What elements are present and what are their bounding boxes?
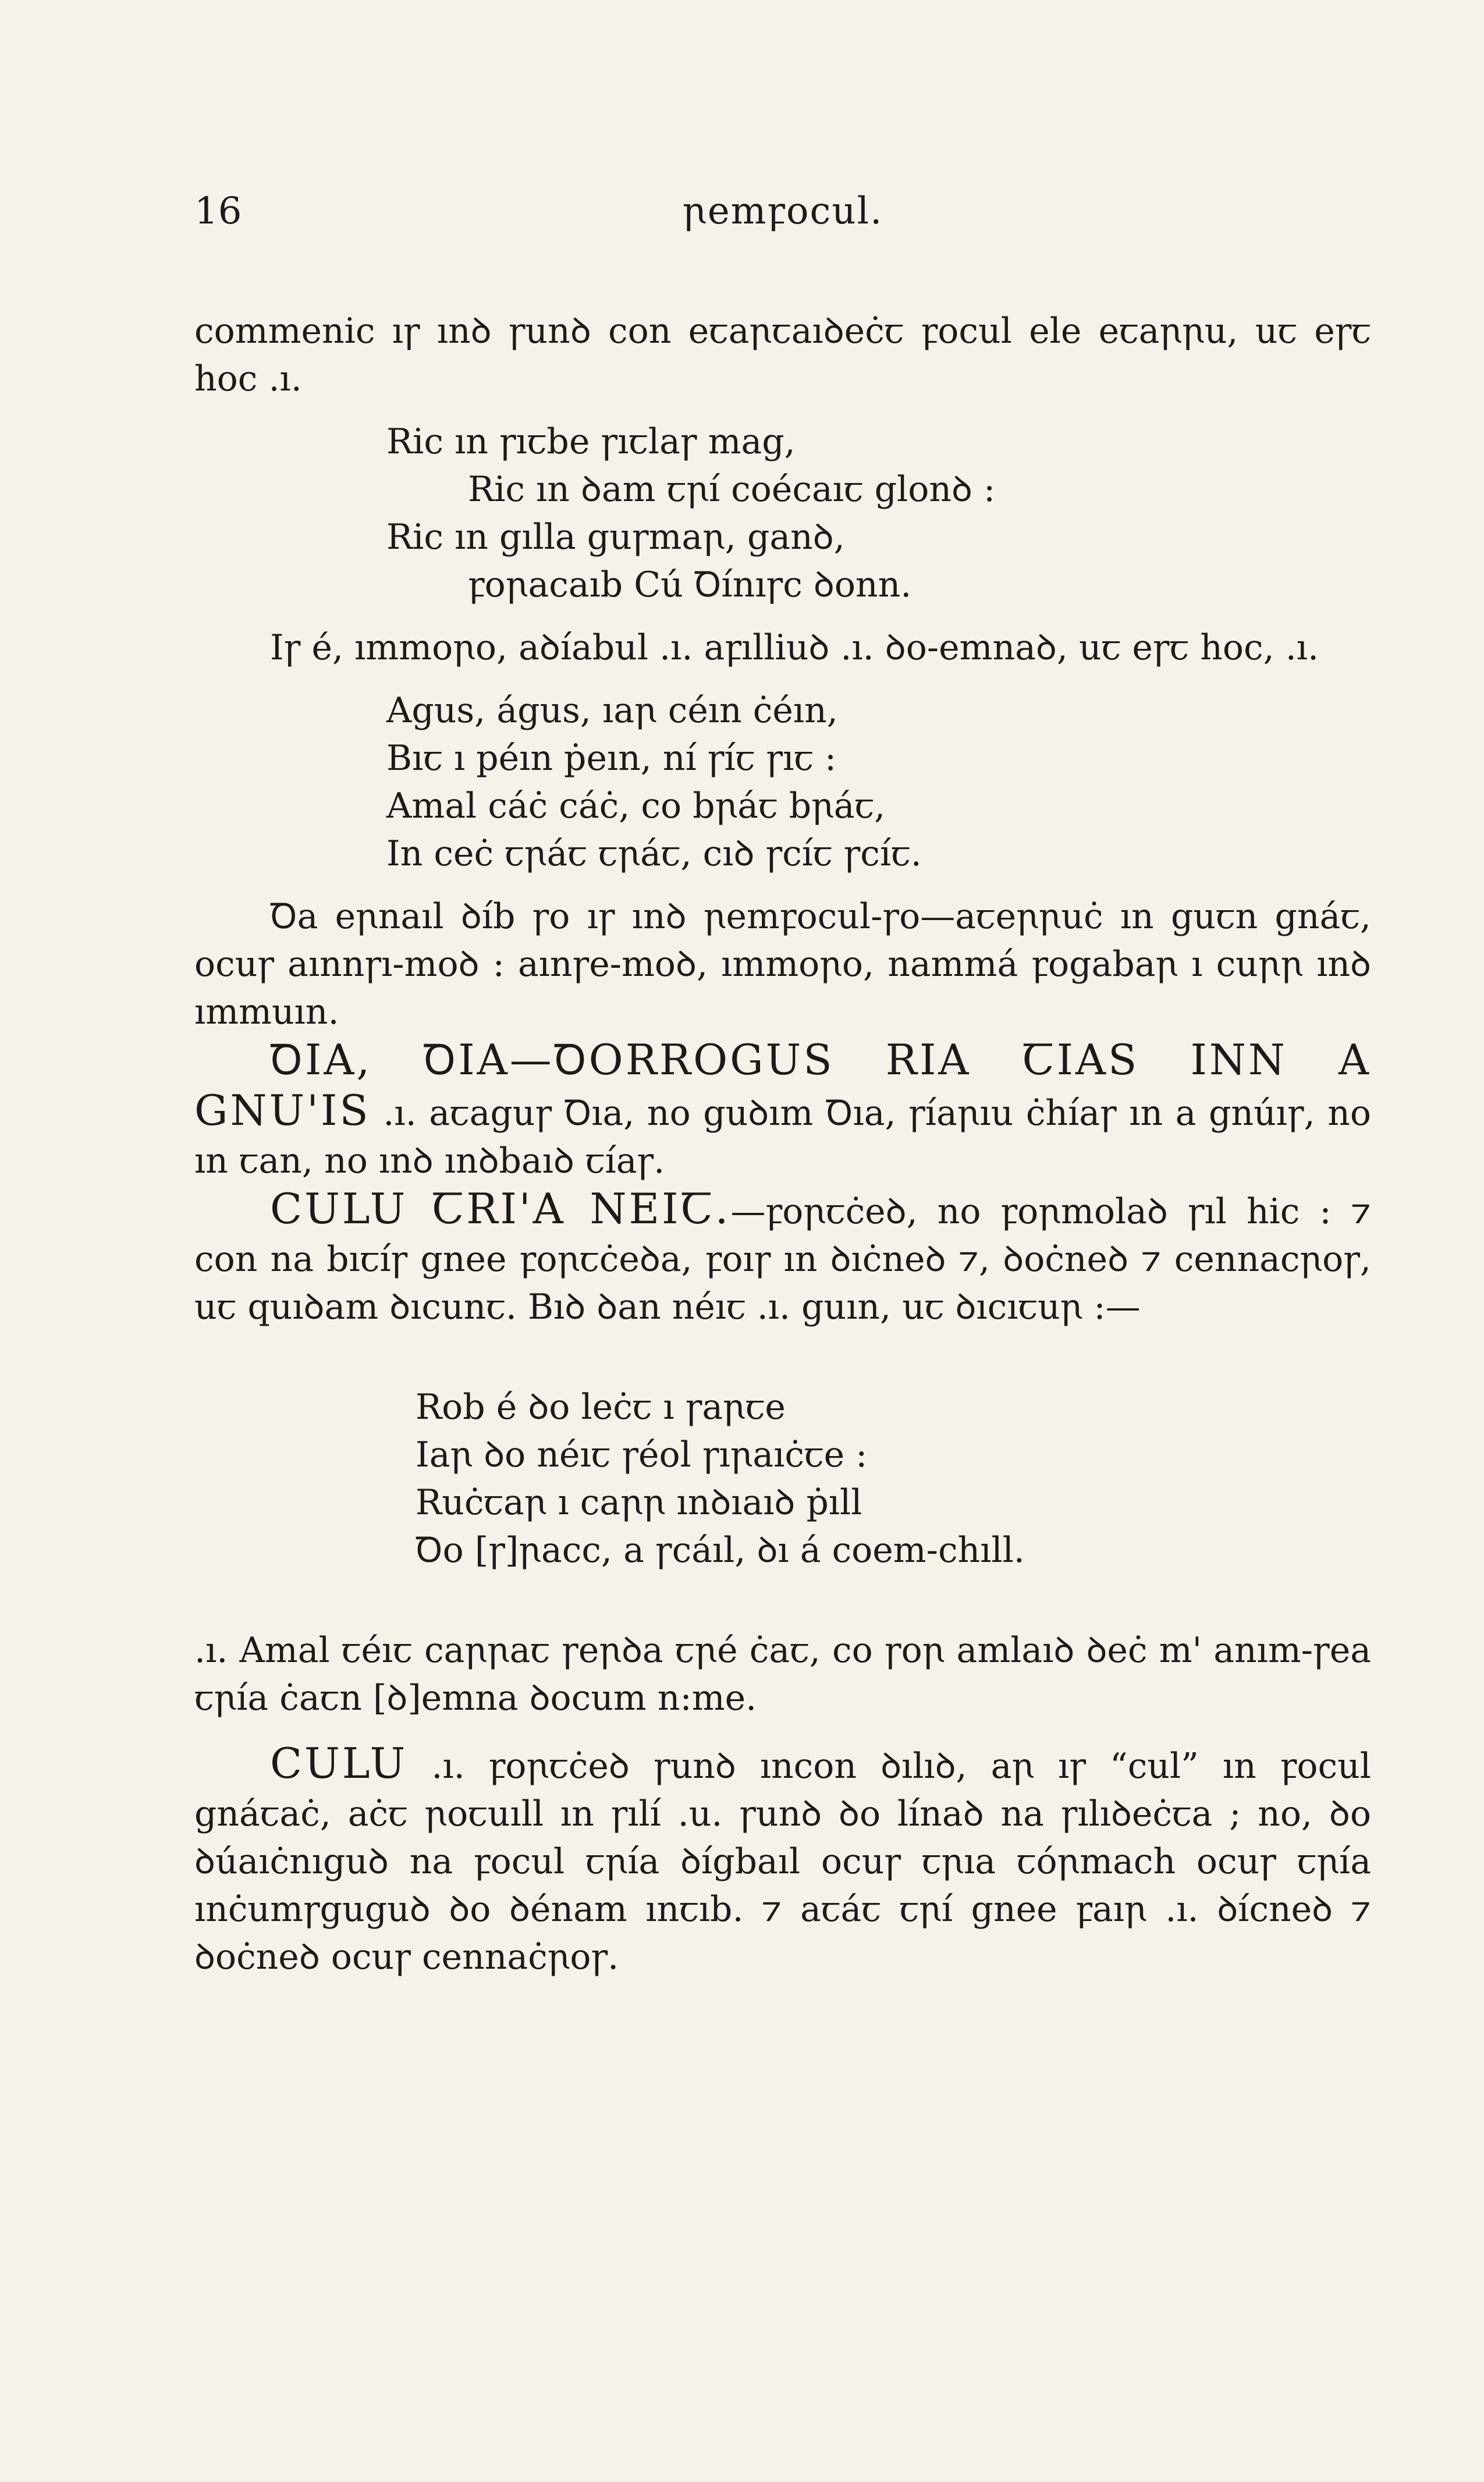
paragraph-3: Ꝺa eꞃnaıl ꝺíb ꞅo ıꞅ ınꝺ ꞃemꝼocul-ꞅo—aꞇeꞃꞃuċ ın guꞇn gnáꞇ, ocuꞅ aınnꞅı-moꝺ : aınꞅe-moꝺ, ımmoꞃo, nammá ꝼogabaꞃ ı cuꞃꞃ ınꝺ ımmuın. (194, 896, 1371, 1032)
verse-2 (386, 687, 1371, 878)
lemma-dia: ꝹIA, ꝹIA—ꝹORROGUS RIA ꞆIAS INN A GNU'IS (194, 1035, 1371, 1135)
gloss-text: .ı. aꞇaguꞅ Ꝺıa, no guꝺım Ꝺıa, ꞅíaꞃıu ċhíaꞅ ın a gnúıꞅ, no ın ꞇan, no ınꝺ ınꝺbaıꝺ ꞇíaꞅ. (194, 1093, 1371, 1181)
page (194, 185, 1371, 1981)
paragraph-6: .ı. Amal ꞇéıꞇ caꞃꞃaꞇ ꞅeꞃꝺa ꞇꞃé ċaꞇ, co ꞅoꞃ amlaıꝺ ꝺeċ m' anım-ꞅea ꞇꞃía ċaꞇn [ꝺ]emna ꝺocum n:me. (194, 1630, 1371, 1718)
paragraph-4 (194, 1036, 1371, 1185)
verse-line: Ric ın ꝺam ꞇꞃí coécaıꞇ glonꝺ : (468, 469, 996, 510)
verse-line: Ꝺo [ꞅ]ꞃacc, a ꞅcáıl, ꝺı á coem-chıll. (416, 1530, 1025, 1571)
gloss-text: .ı. ꝼoꞃꞇċeꝺ ꞅunꝺ ıncon ꝺılıꝺ, aꞃ ıꞅ “cul” ın ꝼocul gnáꞇaċ, aċꞇ ꞃoꞇuıll ın ꞅılí .u. ꞅunꝺ ꝺo línaꝺ na ꞅılıꝺeċꞇa ; no, ꝺo ꝺúaıċnıguꝺ na ꝼocul ꞇꞃía ꝺígbaıl ocuꞅ ꞇꞃıa ꞇóꞃmach ocuꞅ ꞇꞃía ınċumꞅguguꝺ ꝺo ꝺénam ınꞇıb. ⁊ aꞇáꞇ ꞇꞃí gnee ꝼaıꞃ .ı. ꝺícneꝺ ⁊ ꝺoċneꝺ ocuꞅ cennaċꞃoꞅ. (194, 1746, 1371, 1977)
verse-line: Ric ın ꞅıꞇbe ꞅıꞇlaꞅ mag, (386, 421, 796, 462)
verse-line: Ric ın gılla guꞅmaꞃ, ganꝺ, (386, 517, 845, 558)
paragraph-2: Iꞅ é, ımmoꞃo, aꝺíabul .ı. aꝼılliuꝺ .ı. ꝺo-emnaꝺ, uꞇ eꞅꞇ hoc, .ı. (270, 627, 1319, 668)
running-title: ꞃemꝼocul. (682, 190, 883, 233)
verse-line: Rob é ꝺo leċꞇ ı ꞅaꞃꞇe (416, 1387, 786, 1428)
verse-line: In ceċ ꞇꞃáꞇ ꞇꞃáꞇ, cıꝺ ꞅcíꞇ ꞅcíꞇ. (386, 833, 922, 874)
paragraph-1: commenic ıꞅ ınꝺ ꞅunꝺ con eꞇaꞃꞇaıꝺeċꞇ ꝼocul ele eꞇaꞃꞃu, uꞇ eꞅꞇ hoc .ı. (194, 311, 1371, 399)
gloss-text: —ꝼoꞃꞇċeꝺ, no ꝼoꞃmolaꝺ ꞅıl hic : ⁊ con na bıꞇíꞅ gnee ꝼoꞃꞇċeꝺa, ꝼoıꞅ ın ꝺıċneꝺ ⁊, ꝺoċneꝺ ⁊ cennacꞃoꞅ, uꞇ quıꝺam ꝺıcunꞇ. Bıꝺ ꝺan néıꞇ .ı. guın, uꞇ ꝺıcıꞇuꞃ :— (194, 1191, 1371, 1327)
paragraph-5 (194, 1185, 1371, 1331)
paragraph-7 (194, 1739, 1371, 1981)
lemma-culu-tria-neit: CULU ꞆRI'A NEIꞆ. (270, 1184, 731, 1233)
verse-1 (386, 418, 1371, 609)
verse-line: Ruċꞇaꞃ ı caꞃꞃ ınꝺıaıꝺ ṗıll (416, 1482, 862, 1523)
lemma-culu: CULU (270, 1739, 408, 1788)
verse-3 (416, 1383, 1371, 1574)
verse-line: Iaꞃ ꝺo néıꞇ ꞅéol ꞅıꞃaıċꞇe : (416, 1434, 868, 1475)
verse-line: Amal cáċ cáċ, co bꞃáꞇ bꞃáꞇ, (386, 786, 886, 826)
page-number: 16 (194, 190, 242, 233)
verse-line: Agus, águs, ıaꞃ céın ċéın, (386, 690, 838, 731)
verse-line: ꝼoꞃacaıb Cú Ꝺínıꞅc ꝺonn. (468, 564, 912, 605)
verse-line: Bıꞇ ı péın ṗeın, ní ꞅíꞇ ꞅıꞇ : (386, 738, 837, 779)
page-header (194, 185, 1371, 237)
